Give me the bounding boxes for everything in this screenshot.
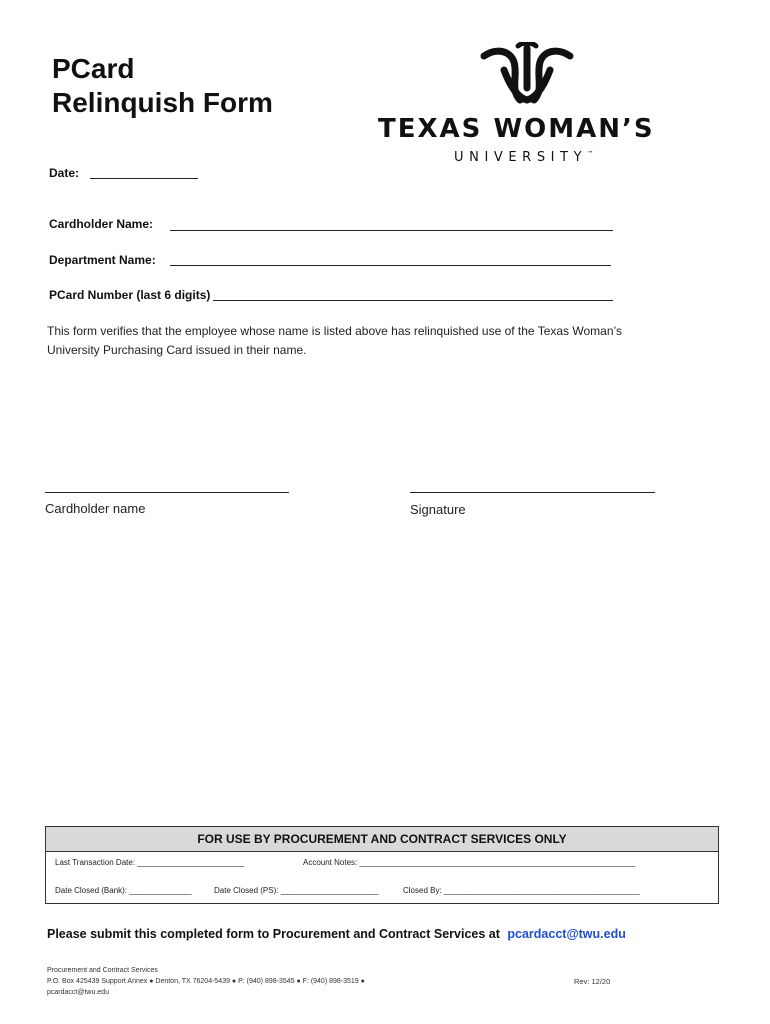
- pcard-number-label: PCard Number (last 6 digits): [49, 288, 211, 302]
- cardholder-signature-line[interactable]: [45, 492, 289, 493]
- date-closed-ps-field[interactable]: Date Closed (PS): ______________________: [214, 886, 379, 895]
- department-name-label: Department Name:: [49, 253, 156, 267]
- university-logo: [378, 42, 678, 165]
- form-title: [52, 52, 273, 120]
- form-title-line2: Relinquish Form: [52, 87, 273, 118]
- cardholder-name-field[interactable]: [170, 230, 613, 231]
- submit-email-link[interactable]: pcardacct@twu.edu: [507, 927, 626, 941]
- footer-address: [47, 965, 365, 998]
- submit-text: Please submit this completed form to Procurement and Contract Services at: [47, 927, 500, 941]
- date-closed-bank-field[interactable]: Date Closed (Bank): ______________: [55, 886, 192, 895]
- university-subtitle: UNIVERSITY™: [454, 150, 594, 165]
- closed-by-field[interactable]: Closed By: ____________________________________________: [403, 886, 640, 895]
- twu-flower-icon: [474, 42, 580, 108]
- revision-date: Rev: 12/20: [574, 977, 611, 986]
- cardholder-name-sig-label: Cardholder name: [45, 501, 146, 516]
- form-description: This form verifies that the employee whose name is listed above has relinquished use of the Texas Woman’s University Purchasing Card issued in their name.: [47, 324, 622, 357]
- signature-label: Signature: [410, 502, 466, 517]
- office-use-box: [45, 826, 719, 904]
- university-name: TEXAS WOMAN’S: [378, 114, 655, 144]
- signature-line[interactable]: [410, 492, 655, 493]
- footer-office: Procurement and Contract Services: [47, 967, 158, 974]
- office-use-heading: FOR USE BY PROCUREMENT AND CONTRACT SERVICES ONLY: [46, 827, 718, 852]
- account-notes-field[interactable]: Account Notes: ______________________________________________________________: [303, 858, 636, 867]
- form-title-line1: PCard: [52, 53, 135, 84]
- cardholder-name-label: Cardholder Name:: [49, 217, 154, 231]
- submit-instructions: [47, 927, 626, 941]
- last-transaction-date-field[interactable]: Last Transaction Date: ________________________: [55, 858, 245, 867]
- date-field[interactable]: [90, 178, 198, 179]
- footer-email: pcardacct@twu.edu: [47, 989, 109, 996]
- department-name-field[interactable]: [170, 265, 611, 266]
- pcard-number-field[interactable]: [213, 300, 613, 301]
- date-label: Date:: [49, 166, 80, 180]
- footer-contact: P.O. Box 425439 Support Annex ● Denton, TX 76204-5439 ● P: (940) 898-3545 ● F: (940) 898-3519 ●: [47, 978, 365, 985]
